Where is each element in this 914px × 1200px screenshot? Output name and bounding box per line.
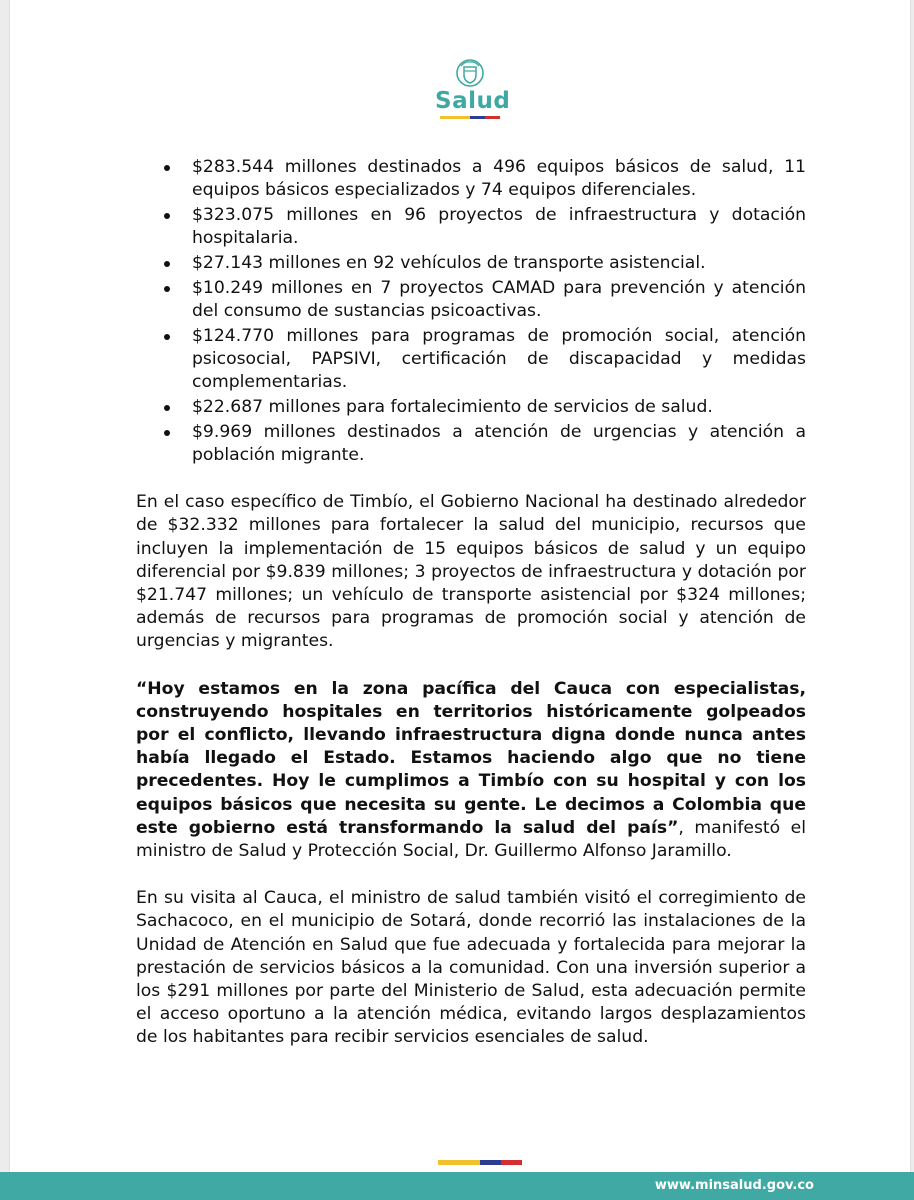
salud-logo bbox=[435, 58, 511, 136]
footer-flag-stripe bbox=[438, 1160, 522, 1165]
logo-text: Salud bbox=[435, 88, 511, 114]
document-page bbox=[10, 0, 910, 1172]
list-item: $27.143 millones en 92 vehículos de transporte asistencial. bbox=[192, 252, 806, 275]
coat-of-arms-icon bbox=[455, 58, 485, 88]
footer-url-link[interactable]: www.minsalud.gov.co bbox=[654, 1178, 814, 1193]
list-item: $323.075 millones en 96 proyectos de infraestructura y dotación hospitalaria. bbox=[192, 204, 806, 250]
investment-list bbox=[136, 156, 806, 467]
list-item: $124.770 millones para programas de promoción social, atención psicosocial, PAPSIVI, certificación de discapacidad y medidas complementarias. bbox=[192, 325, 806, 395]
footer-bar bbox=[0, 1172, 914, 1200]
quote-attribution: , manifestó el ministro de Salud y Protección Social, Dr. Guillermo Alfonso Jaramillo. bbox=[136, 817, 807, 862]
list-item: $10.249 millones en 7 proyectos CAMAD para prevención y atención del consumo de sustancias psicoactivas. bbox=[192, 277, 806, 323]
list-item: $9.969 millones destinados a atención de urgencias y atención a población migrante. bbox=[192, 421, 806, 467]
minister-quote-paragraph bbox=[136, 678, 806, 864]
timbio-paragraph: En el caso específico de Timbío, el Gobierno Nacional ha destinado alrededor de $32.332 millones para fortalecer la salud del municipio, recursos que incluyen la implementación de 15 equipos básicos de salud y un equipo diferencial por $9.839 millones; 3 proyectos de infraestructura y dotación por $21.747 millones; un vehículo de transporte asistencial por $324 millones; además de recursos para programas de promoción social y atención de urgencias y migrantes. bbox=[136, 492, 806, 652]
document-body bbox=[136, 156, 806, 1050]
list-item: $283.544 millones destinados a 496 equipos básicos de salud, 11 equipos básicos especializados y 74 equipos diferenciales. bbox=[192, 156, 806, 202]
list-item: $22.687 millones para fortalecimiento de servicios de salud. bbox=[192, 396, 806, 419]
colombia-flag-stripe bbox=[440, 116, 500, 119]
sotara-paragraph: En su visita al Cauca, el ministro de salud también visitó el corregimiento de Sachacoco, en el municipio de Sotará, donde recorrió las instalaciones de la Unidad de Atención en Salud que fue adecuada y fortalecida para mejorar la prestación de servicios básicos a la comunidad. Con una inversión superior a los $291 millones por parte del Ministerio de Salud, esta adecuación permite el acceso oportuno a la atención médica, evitando largos desplazamientos de los habitantes para recibir servicios esenciales de salud. bbox=[136, 888, 806, 1048]
minister-quote: “Hoy estamos en la zona pacífica del Cauca con especialistas, construyendo hospitales en territorios históricamente golpeados por el conflicto, llevando infraestructura digna donde nunca antes había llegado el Estado. Estamos haciendo algo que no tiene precedentes. Hoy le cumplimos a Timbío con su hospital y con los equipos básicos que necesita su gente. Le decimos a Colombia que este gobierno está transformando la salud del país” bbox=[136, 678, 806, 838]
